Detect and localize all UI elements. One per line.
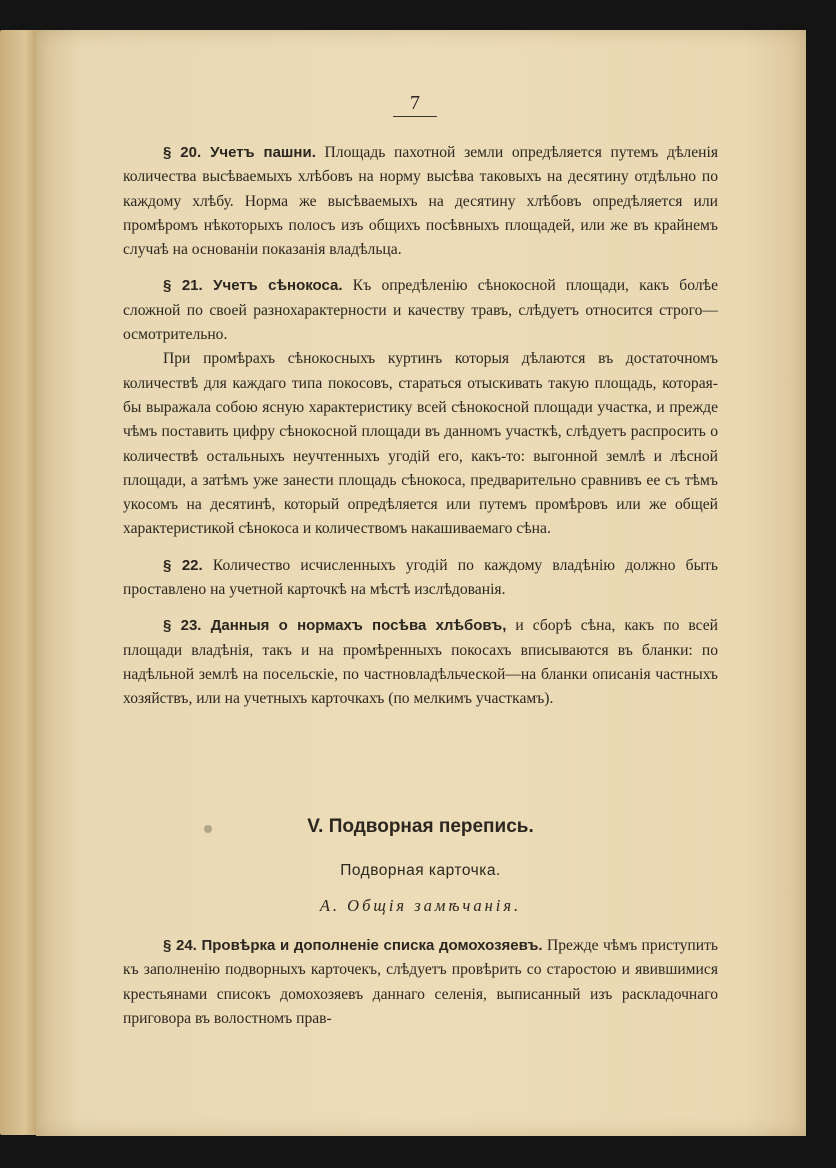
- part-title: V. Подворная перепись.: [307, 816, 534, 837]
- section-21: [123, 274, 718, 347]
- section-heading: § 22.: [163, 556, 203, 574]
- section-23: [123, 614, 718, 711]
- part-subsection: А. Общія замѣчанія.: [319, 896, 522, 915]
- section-text: Площадь пахотной земли опредѣляется путемъ дѣленія количества высѣваемыхъ хлѣбовъ на норму высѣва таковыхъ на десятину отдѣльно по каждому хлѣбу. Норма же высѣваемыхъ на десятину хлѣбовъ опредѣляется или промѣромъ нѣкоторыхъ полосъ изъ общихъ посѣвныхъ площадей, или же въ крайнемъ случаѣ на основаніи показанія владѣльца.: [123, 144, 718, 259]
- section-text: Къ опредѣленію сѣнокосной площади, какъ болѣе сложной по своей разнохарактерности и качеству травъ, слѣдуетъ относится строго—осмотрительно.: [123, 277, 719, 344]
- section-heading: § 23. Данныя о нормахъ посѣва хлѣбовъ,: [163, 617, 507, 635]
- section-text: Прежде чѣмъ приступить къ заполненію подворныхъ карточекъ, слѣдуетъ провѣрить со старостою и явившимися крестьянами списокъ домохозяевъ даннаго селенія, выписанный изъ раскладочнаго приговора въ волостномъ прав-: [123, 937, 718, 1027]
- part-subtitle: Подворная карточка.: [340, 862, 501, 879]
- text-block-upper: [123, 141, 718, 712]
- section-text: и сборѣ сѣна, какъ по всей площади владѣнія, такъ и на промѣренныхъ покосахъ вписываются въ бланки: по надѣльной землѣ на посельскіе, по частновладѣльческой—на бланки описанія частныхъ хозяйствъ, или на учетныхъ карточкахъ (по мелкимъ участкамъ).: [123, 617, 718, 708]
- section-heading: § 20. Учетъ пашни.: [163, 144, 316, 161]
- section-21-paragraph-2: При промѣрахъ сѣнокосныхъ куртинъ которыя дѣлаются въ достаточномъ количествѣ для каждаго типа покосовъ, стараться отыскивать такую площадь, которая-бы выражала собою ясную характеристику всей сѣнокосной площади участка, и прежде чѣмъ поставить цифру сѣнокосной площади въ данномъ участкѣ, слѣдуетъ распросить о количествѣ остальныхъ неучтенныхъ угодій его, какъ-то: выгонной землѣ и лѣсной площади, а затѣмъ уже занести площадь сѣнокоса, предварительно сравнивъ ее съ тѣмъ укосомъ на десятинѣ, который опредѣляется или путемъ промѣровъ или же общей характеристикой сѣнокоса и количествомъ накашиваемаго сѣна.: [123, 350, 718, 538]
- text-block-lower: [123, 934, 718, 1031]
- section-text: Количество исчисленныхъ угодій по каждому владѣнію должно быть проставлено на учетной карточкѣ на мѣстѣ изслѣдованія.: [123, 556, 718, 599]
- section-20: [123, 141, 718, 262]
- section-22: [123, 554, 718, 603]
- section-heading: § 24. Провѣрка и дополненіе списка домохозяевъ.: [163, 937, 543, 954]
- section-heading: § 21. Учетъ сѣнокоса.: [163, 277, 343, 295]
- section-24: [123, 934, 718, 1031]
- page-number: 7: [393, 92, 437, 117]
